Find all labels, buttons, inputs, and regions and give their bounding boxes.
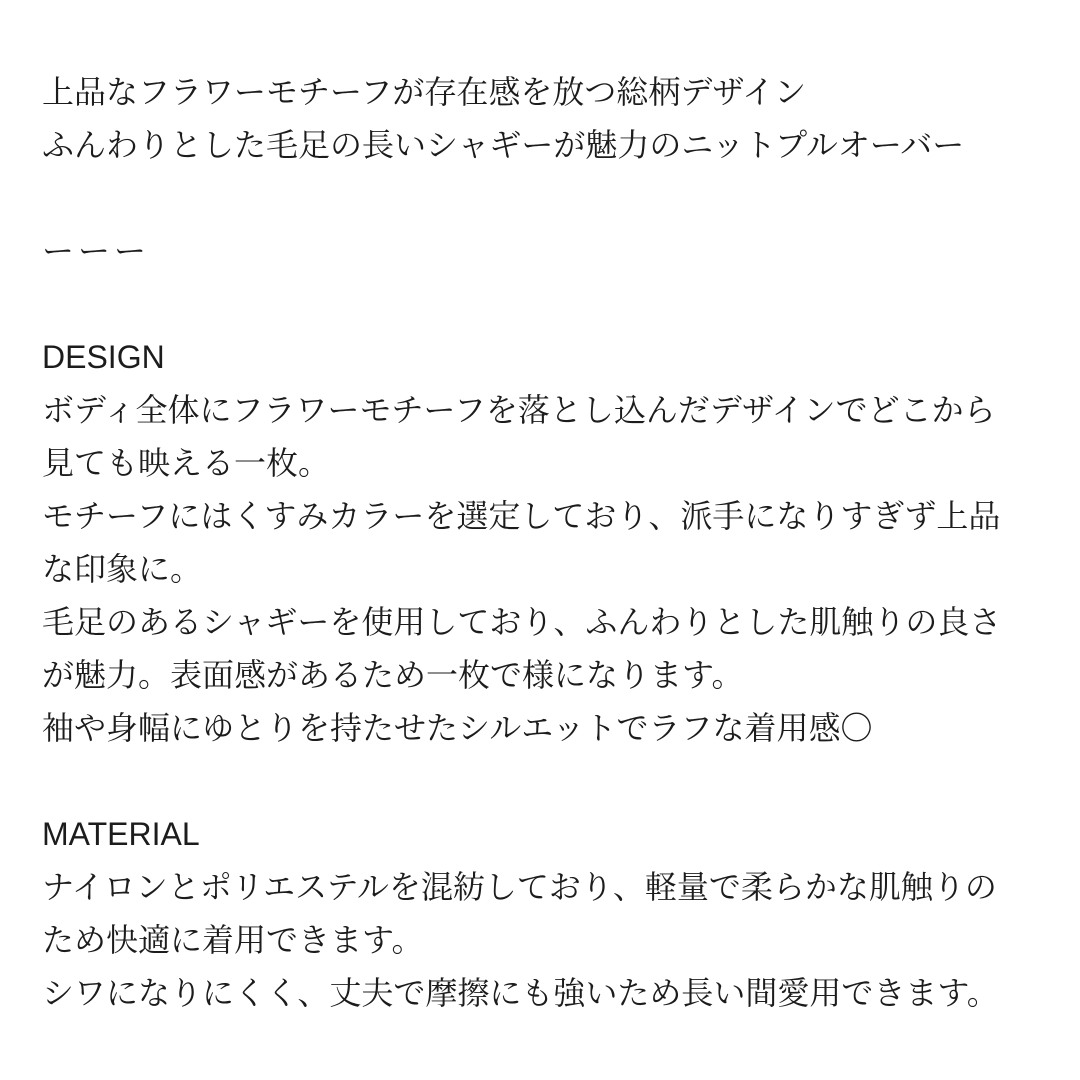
material-heading: MATERIAL (42, 816, 200, 852)
material-section (42, 808, 1042, 1020)
design-line: 袖や身幅にゆとりを持たせたシルエットでラフな着用感〇 (42, 710, 873, 746)
material-line: ため快適に着用できます。 (42, 922, 424, 958)
spacer (42, 278, 1042, 331)
intro-line: ふんわりとした毛足の長いシャギーが魅力のニットプルオーバー (42, 127, 965, 163)
design-line: モチーフにはくすみカラーを選定しており、派手になりすぎず上品 (42, 498, 1001, 534)
intro-section (42, 66, 1042, 172)
design-line: 毛足のあるシャギーを使用しており、ふんわりとした肌触りの良さ (42, 604, 1002, 640)
section-divider: ーーー (42, 233, 151, 269)
design-line: ボディ全体にフラワーモチーフを落とし込んだデザインでどこから (42, 392, 996, 428)
material-line: シワになりにくく、丈夫で摩擦にも強いため長い間愛用できます。 (42, 975, 999, 1011)
design-line: な印象に。 (42, 551, 203, 587)
design-section (42, 331, 1042, 755)
design-line: が魅力。表面感があるため一枚で様になります。 (42, 657, 744, 693)
intro-line: 上品なフラワーモチーフが存在感を放つ総柄デザイン (42, 74, 807, 110)
material-line: ナイロンとポリエステルを混紡しており、軽量で柔らかな肌触りの (42, 869, 997, 905)
spacer (42, 755, 1042, 808)
design-heading: DESIGN (42, 339, 165, 375)
design-line: 見ても映える一枚。 (42, 445, 331, 481)
spacer (42, 172, 1042, 225)
